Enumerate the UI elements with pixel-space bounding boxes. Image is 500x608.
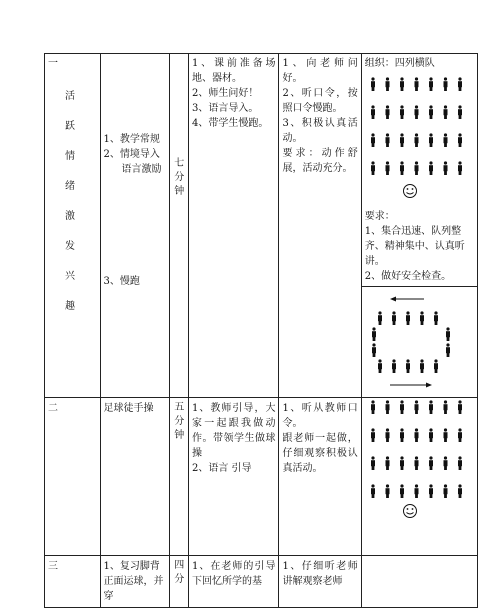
student-figure-icon <box>371 161 375 175</box>
teacher-step: 2、语言 引导 <box>191 463 252 474</box>
section-1-teacher-activity <box>188 53 279 398</box>
student-figure-icon <box>458 77 462 91</box>
section-1-cell <box>45 53 101 398</box>
time-char: 七 <box>174 158 185 169</box>
section-3-time <box>170 556 189 608</box>
student-figure-icon <box>446 327 450 341</box>
student-figure-icon <box>443 133 447 147</box>
student-figure-icon <box>414 161 418 175</box>
four-row-formation-diagram <box>362 71 475 179</box>
section-1-time <box>170 53 189 398</box>
student-figure-icon <box>434 359 438 373</box>
student-figure-icon <box>400 456 404 470</box>
student-figure-icon <box>443 484 447 498</box>
student-figure-icon <box>372 327 376 341</box>
section-2-content: 足球徒手操 <box>100 398 170 556</box>
jogging-loop-diagram <box>362 287 475 397</box>
section-2-organization <box>361 398 477 556</box>
time-char: 分 <box>174 416 185 427</box>
section-3-student-activity: 1、仔细听老师讲解观察老师 <box>279 556 361 608</box>
student-figure-icon <box>414 456 418 470</box>
time-char: 分 <box>174 574 185 585</box>
student-figure-icon <box>385 105 389 119</box>
vertical-char: 绪 <box>65 181 75 192</box>
content-item: 1、教学常规 <box>103 134 160 145</box>
student-figure-icon <box>429 105 433 119</box>
vertical-char: 情 <box>65 151 75 162</box>
student-figure-icon <box>371 105 375 119</box>
student-figure-icon <box>385 428 389 442</box>
student-figure-icon <box>371 456 375 470</box>
student-figure-icon <box>429 400 433 414</box>
section-1-content <box>100 53 170 398</box>
content-item: 3、慢跑 <box>103 276 140 287</box>
teacher-smiley-icon <box>403 505 416 518</box>
student-figure-icon <box>414 428 418 442</box>
student-figure-icon <box>429 484 433 498</box>
teacher-smiley-icon <box>362 179 475 205</box>
student-figure-icon <box>400 484 404 498</box>
student-figure-icon <box>392 311 396 325</box>
time-char: 钟 <box>174 186 185 197</box>
student-figure-icon <box>385 484 389 498</box>
content-item: 语言激励 <box>121 164 162 175</box>
student-figure-icon <box>429 456 433 470</box>
section-2-time <box>170 398 189 556</box>
student-figure-icon <box>414 105 418 119</box>
vertical-char: 跃 <box>65 121 75 132</box>
student-figure-icon <box>400 161 404 175</box>
student-figure-icon <box>443 456 447 470</box>
student-figure-icon <box>414 400 418 414</box>
student-step: 1、向老师问好。 <box>282 58 358 84</box>
student-figure-icon <box>458 484 462 498</box>
student-figure-icon <box>443 161 447 175</box>
section-3-organization <box>361 556 477 608</box>
student-figure-icon <box>446 343 450 357</box>
student-figure-icon <box>400 105 404 119</box>
section-2-student-activity <box>279 398 361 556</box>
time-char: 分 <box>174 172 185 183</box>
section-row-1 <box>45 53 478 398</box>
student-step: 1、听从教师口令。 <box>282 403 358 429</box>
student-figure-icon <box>385 133 389 147</box>
teacher-step: 1、教师引导，大家一起跟我做动作。带领学生做球操 <box>191 403 276 459</box>
teacher-step: 1、课前准备场地、器材。 <box>191 58 276 84</box>
student-figure-icon <box>378 311 382 325</box>
student-figure-icon <box>371 428 375 442</box>
student-step: 要求：动作舒展，活动充分。 <box>282 148 358 174</box>
student-figure-icon <box>414 77 418 91</box>
student-step: 跟老师一起做，仔细观察积极认真活动。 <box>282 433 358 474</box>
requirement-item: 2、做好安全检查。 <box>364 271 452 282</box>
student-figure-icon <box>372 343 376 357</box>
section-3-teacher-activity: 1、在老师的引导下回忆所学的基 <box>188 556 279 608</box>
requirement-item: 1、集合迅速、队列整齐、精神集中、认真听讲。 <box>364 226 465 267</box>
student-figure-icon <box>429 77 433 91</box>
section-2-number: 二 <box>45 398 101 556</box>
content-item: 2、情境导入 <box>103 149 160 160</box>
time-char: 四 <box>174 560 185 571</box>
student-figure-icon <box>378 359 382 373</box>
section-1-number: 一 <box>48 58 58 69</box>
student-figure-icon <box>385 400 389 414</box>
student-figure-icon <box>371 133 375 147</box>
student-step: 2、听口令，按照口令慢跑。 <box>282 88 358 114</box>
student-figure-icon <box>385 77 389 91</box>
student-step: 3、积极认真活动。 <box>282 118 358 144</box>
lesson-plan-table <box>44 53 478 608</box>
student-figure-icon <box>458 105 462 119</box>
teacher-step: 3、语言导入。 <box>191 103 259 114</box>
arrow-left-icon <box>390 297 424 302</box>
student-figure-icon <box>406 311 410 325</box>
student-figure-icon <box>392 359 396 373</box>
section-2-teacher-activity <box>188 398 279 556</box>
organization-title: 组织：四列横队 <box>364 58 435 69</box>
student-figure-icon <box>420 359 424 373</box>
student-figure-icon <box>429 133 433 147</box>
time-char: 五 <box>174 402 185 413</box>
section-3-content: 1、复习脚背正面运球，并穿 <box>100 556 170 608</box>
student-figure-icon <box>443 428 447 442</box>
student-figure-icon <box>458 400 462 414</box>
student-figure-icon <box>420 311 424 325</box>
student-figure-icon <box>400 428 404 442</box>
teacher-step: 2、师生问好！ <box>191 88 259 99</box>
vertical-char: 激 <box>65 211 75 222</box>
section-1-vertical-title <box>48 89 97 329</box>
student-figure-icon <box>385 456 389 470</box>
student-figure-icon <box>400 400 404 414</box>
student-figure-icon <box>406 359 410 373</box>
vertical-char: 活 <box>65 91 75 102</box>
vertical-char: 发 <box>65 241 75 252</box>
student-figure-icon <box>414 484 418 498</box>
section-3-number: 三 <box>45 556 101 608</box>
student-figure-icon <box>458 428 462 442</box>
student-figure-icon <box>385 161 389 175</box>
vertical-char: 趣 <box>65 301 75 312</box>
student-figure-icon <box>400 77 404 91</box>
student-figure-icon <box>458 161 462 175</box>
student-figure-icon <box>443 105 447 119</box>
student-figure-icon <box>400 133 404 147</box>
student-figure-icon <box>458 133 462 147</box>
teacher-step: 4、带学生慢跑。 <box>191 118 269 129</box>
student-figure-icon <box>414 133 418 147</box>
time-char: 钟 <box>174 430 185 441</box>
arrow-right-icon <box>390 383 432 388</box>
section-row-2 <box>45 398 478 556</box>
section-1-organization <box>361 53 477 398</box>
student-figure-icon <box>371 484 375 498</box>
vertical-char: 兴 <box>65 271 75 282</box>
student-figure-icon <box>458 456 462 470</box>
section-1-student-activity <box>279 53 361 398</box>
requirements-title: 要求： <box>364 211 395 222</box>
student-figure-icon <box>434 311 438 325</box>
section-row-3 <box>45 556 478 608</box>
student-figure-icon <box>371 400 375 414</box>
four-row-formation-diagram <box>362 398 475 528</box>
student-figure-icon <box>429 161 433 175</box>
student-figure-icon <box>443 400 447 414</box>
student-figure-icon <box>429 428 433 442</box>
student-figure-icon <box>371 77 375 91</box>
student-figure-icon <box>443 77 447 91</box>
